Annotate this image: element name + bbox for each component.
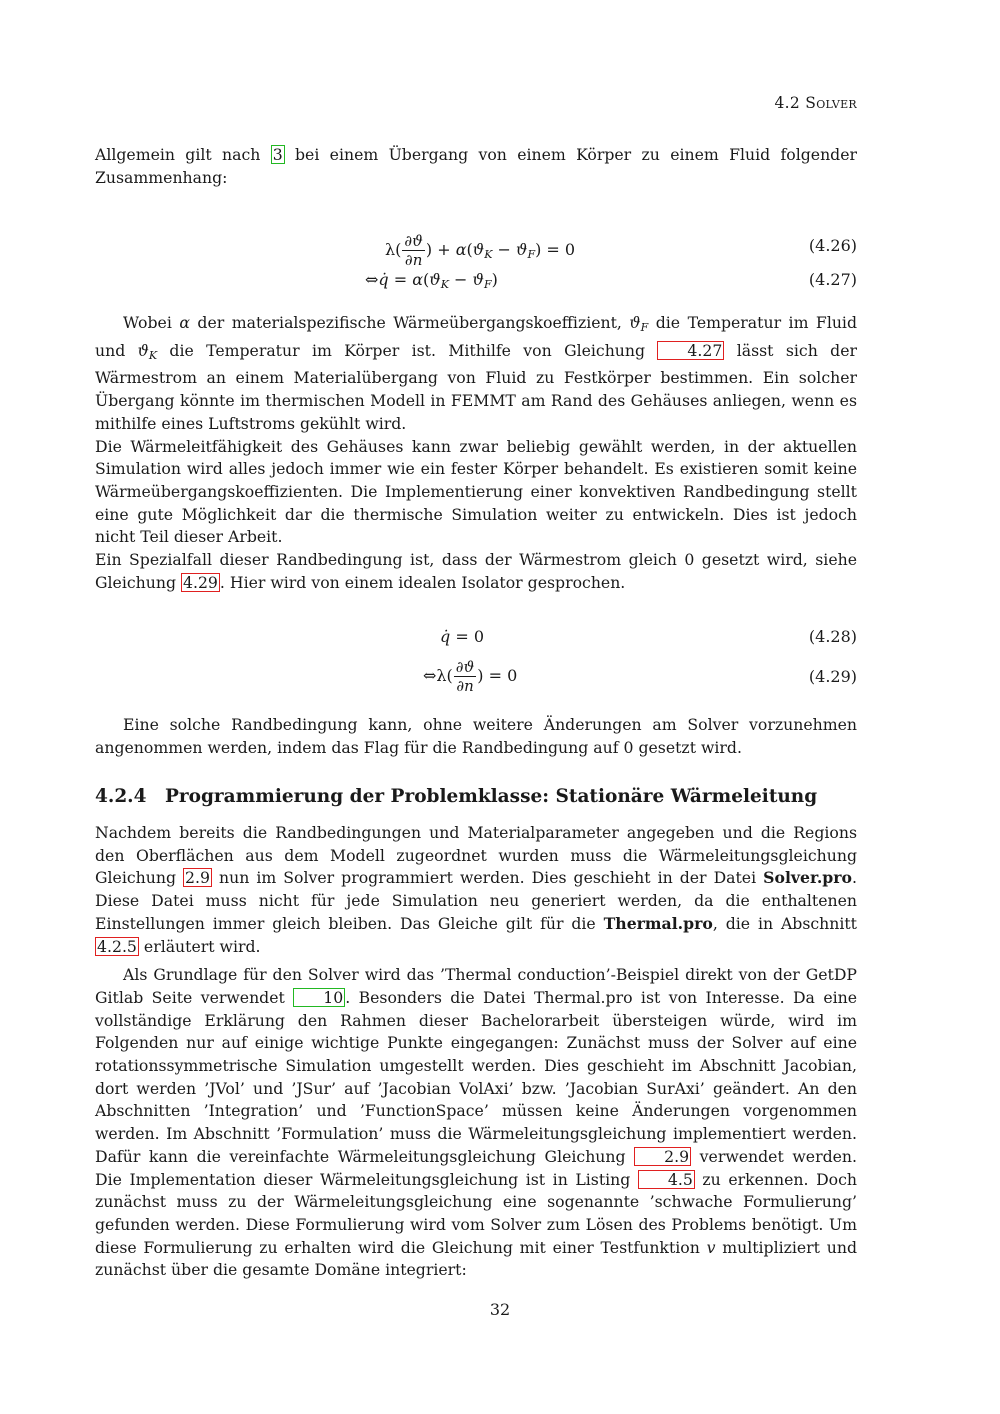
citation-link[interactable]: 3 [272,145,283,164]
filename-solver-pro: Solver.pro [763,868,852,888]
citation-link[interactable]: 10 [293,988,345,1007]
paragraph-solver-pro: Nachdem bereits die Randbedingungen und Materialparameter angegeben und die Regions den Oberflächen aus dem Modell zugeordnet wurden muss die Wärmeleitungsgleichung Gleichung 2.9 nun im Solver programmiert werden. Dies geschieht in der Datei Solver.pro. Diese Datei muss nicht für jede Simulation neu generiert werden, da die enthaltenen Einstellungen immer gleich bleiben. Das Gleiche gilt für die Thermal.pro, die in Abschnitt 4.2.5 erläutert wird. Als Grundlage für den Solver wird das ’Thermal conduction’-Beispiel direkt von der GetDP Gitlab Seite verwendet 10 . Besonders die Datei Thermal.pro ist von Interesse. Da eine vollständige Erklärung den Rahmen dieser Bachelorarbeit übersteigen würde, wird im Folgenden nur auf einige wichtige Punkte eingegangen: Zunächst muss der Solver auf eine rotationssymmetrische Simulation umgestellt werden. Dies geschieht im Abschnitt Jacobian, dort werden ’JVol’ und ’JSur’ auf ’Jacobian VolAxi’ bzw. ’Jacobian SurAxi’ geändert. An den Abschnitten ’Integration’ und ’FunctionSpace’ müssen keine Änderungen vorgenommen werden. Im Abschnitt ’Formulation’ muss die Wärmeleitungsgleichung implementiert werden. Dafür kann die vereinfachte Wärmeleitungsgleichung Gleichung 2.9 verwendet werden. Die Implementation dieser Wärmeleitungsgleichung ist in Listing 4.5 zu erkennen. Doch zunächst muss zu der Wärmeleitungsgleichung eine sogenannte ’schwache Formulierung’ gefunden werden. Diese Formulierung wird vom Solver zum Lösen des Problems benötigt. Um diese Formulierung zu erhalten wird die Gleichung mit einer Testfunktion v multipliziert und zunächst über die gesamte Domäne integriert: [95,822,857,1282]
paragraph-conductivity: Die Wärmeleitfähigkeit des Gehäuses kann zwar beliebig gewählt werden, in der aktuellen Simulation wird alles jedoch immer wie ein fester Körper behandelt. Es existieren somit keine Wärmeübergangskoeffizienten. Die Implementierung einer konvektiven Randbedingung stellt eine gute Möglichkeit dar die thermische Simulation weiter zu entwickeln. Dies ist jedoch nicht Teil dieser Arbeit. [95,436,857,547]
equation-link[interactable]: 4.27 [657,341,724,360]
header-section-number: 4.2 [774,94,801,112]
equation-4-27 [95,270,857,300]
section-heading [95,786,817,807]
paragraph-getdp: Als Grundlage für den Solver wird das ’Thermal conduction’-Beispiel direkt von der GetDP Gitlab Seite verwendet 10 . Besonders die Datei Thermal.pro ist von Interesse. Da eine vollständige Erklärung den Rahmen dieser Bachelorarbeit übersteigen würde, wird im Folgenden nur auf einige wichtige Punkte eingegangen: Zunächst muss der Solver auf eine rotationssymmetrische Simulation umgestellt werden. Dies geschieht im Abschnitt Jacobian, dort werden ’JVol’ und ’JSur’ auf ’Jacobian VolAxi’ bzw. ’Jacobian SurAxi’ geändert. An den Abschnitten ’Integration’ und ’FunctionSpace’ müssen keine Änderungen vorgenommen werden. Im Abschnitt ’Formulation’ muss die Wärmeleitungsgleichung implementiert werden. Dafür kann die vereinfachte Wärmeleitungsgleichung Gleichung 2.9 verwendet werden. Die Implementation dieser Wärmeleitungsgleichung ist in Listing 4.5 zu erkennen. Doch zunächst muss zu der Wärmeleitungsgleichung eine sogenannte ’schwache Formulierung’ gefunden werden. Diese Formulierung wird vom Solver zum Lösen des Problems benötigt. Um diese Formulierung zu erhalten wird die Gleichung mit einer Testfunktion v multipliziert und zunächst über die gesamte Domäne integriert: [95,965,858,1280]
header-section-title: Solver [805,94,857,112]
equation-body: ⇔q̇ = $\alpha(ϑ_K - ϑ_F)$ [365,270,498,291]
section-link[interactable]: 4.2.5 [97,936,137,956]
paragraph-intro: Allgemein gilt nach 3 bei einem Übergang von einem Körper zu einem Fluid folgender Zusammenhang: [95,145,858,187]
section-number: 4.2.4 [95,786,147,807]
equation-4-29 [95,658,857,695]
equation-link[interactable]: 2.9 [634,1147,691,1166]
section-title: Programmierung der Problemklasse: Stationäre Wärmeleitung [165,786,818,807]
equation-link[interactable]: 2.9 [185,868,210,888]
equation-number: (4.28) [808,627,857,646]
equation-link[interactable]: 4.29 [182,572,218,592]
equation-body: λ( $\frac{\partial ϑ}{\partial n}$ ) + $\alpha(ϑ_K - ϑ_F) = 0$ [385,232,576,269]
equation-number: (4.26) [808,236,857,255]
equation-number: (4.27) [808,270,857,289]
paragraph-coefficients: Wobei α der materialspezifische Wärmeübergangskoeffizient, $ϑ_F$ die Temperatur im Fluid und $ϑ_K$ die Temperatur im Körper ist. Mithilfe von Gleichung 4.27 lässt sich der Wärmestrom an einem Materialübergang von Fluid zu Festkörper bestimmen. Ein solcher Übergang könnte im thermischen Modell in FEMMT am Rand des Gehäuses anliegen, wenn es mithilfe eines Luftstroms gekühlt wird. Die Wärmeleitfähigkeit des Gehäuses kann zwar beliebig gewählt werden, in der aktuellen Simulation wird alles jedoch immer wie ein fester Körper behandelt. Es existieren somit keine Wärmeübergangskoeffizienten. Die Implementierung einer konvektiven Randbedingung stellt eine gute Möglichkeit dar die thermische Simulation weiter zu entwickeln. Dies ist jedoch nicht Teil dieser Arbeit. Ein Spezialfall dieser Randbedingung ist, dass der Wärmestrom gleich 0 gesetzt wird, siehe Gleichung 4.29 . Hier wird von einem idealen Isolator gesprochen. [95,313,857,592]
listing-link[interactable]: 4.5 [638,1170,695,1189]
equation-body: q̇ = 0 [440,627,485,646]
equation-number: (4.29) [808,667,857,686]
page-number: 32 [489,1300,511,1319]
equation-4-26 [95,230,857,269]
equation-4-28 [95,627,857,657]
running-header [775,94,858,112]
filename-thermal-pro: Thermal.pro [603,913,713,933]
paragraph-boundary-flag: Eine solche Randbedingung kann, ohne weitere Änderungen am Solver vorzunehmen angenommen werden, indem das Flag für die Randbedingung auf 0 gesetzt wird. [95,715,857,757]
equation-body: ⇔λ( $\frac{\partial ϑ}{\partial n}$ ) = 0 [423,658,518,695]
